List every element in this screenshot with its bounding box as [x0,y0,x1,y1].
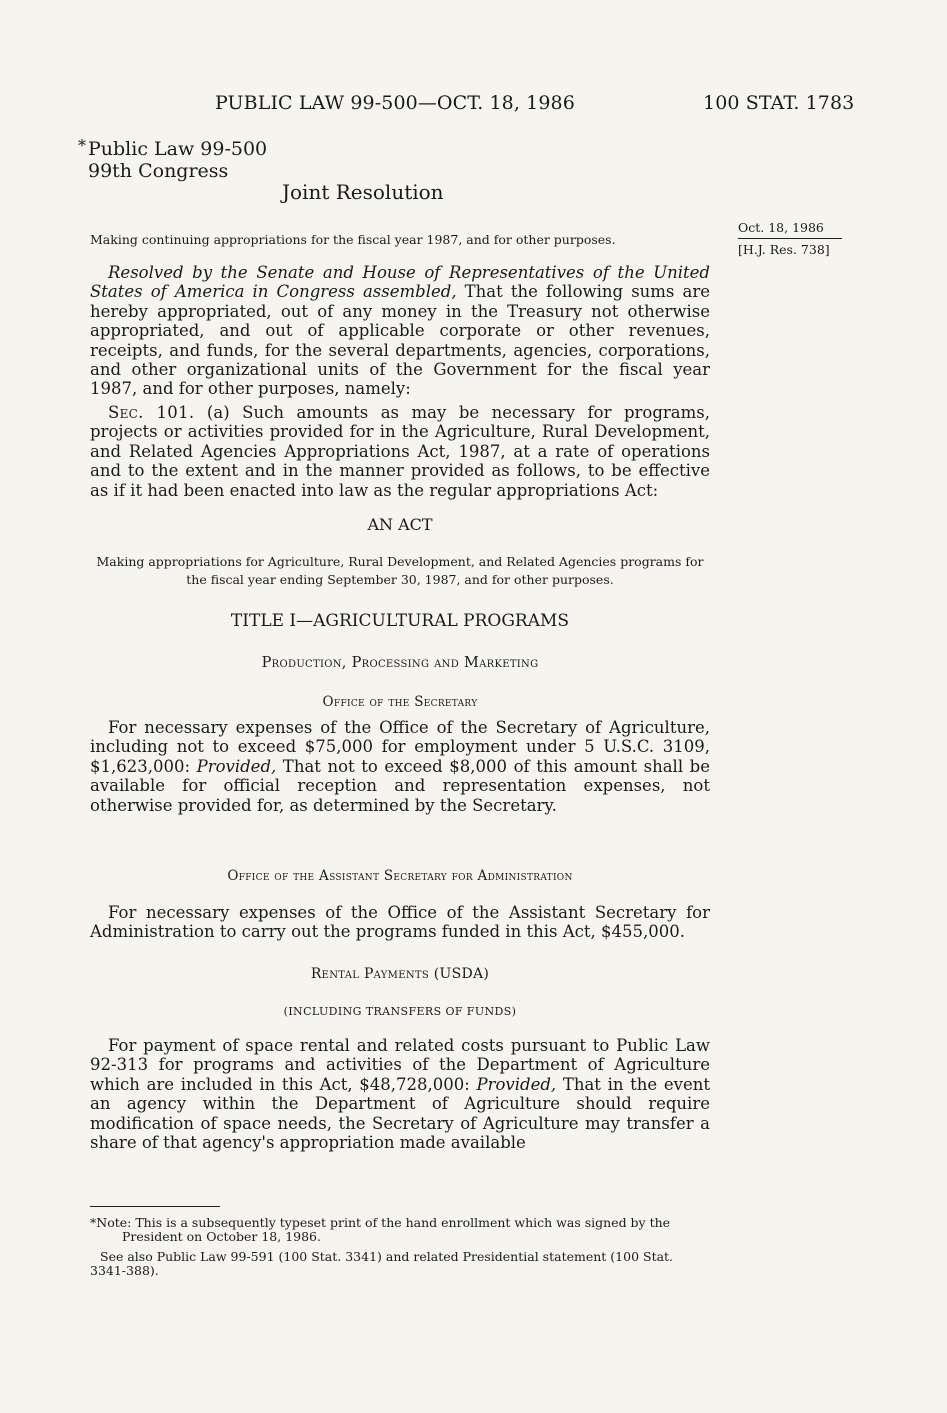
margin-note-rule [738,238,842,239]
rental-payments-heading: Rental Payments (USDA) [310,966,490,982]
an-act-purpose: Making appropriations for Agriculture, Rural Development, and Related Agencies programs for the fiscal year ending September 30, 1987, and for other purposes. [96,554,704,587]
office-secretary-text-b: That not to exceed $8,000 of this amount shall be available for official reception and representation expenses, not otherwise provided for, as determined by the Secretary. [90,756,710,815]
footnote-rule [90,1206,220,1207]
running-header-title: PUBLIC LAW 99-500—OCT. 18, 1986 [215,92,575,114]
assistant-secretary-text: For necessary expenses of the Office of the Assistant Secretary for Administration to carry out the programs funded in this Act, $455,000. [90,903,710,942]
rental-payments-subheading: (INCLUDING TRANSFERS OF FUNDS) [283,1005,517,1018]
resolving-clause [90,263,710,399]
section-101 [90,403,710,500]
rental-payments-provided: Provided, [476,1074,557,1094]
resolution-purpose: Making continuing appropriations for the fiscal year 1987, and for other purposes. [90,232,616,247]
footnote-typeset-print: *Note: This is a subsequently typeset print of the hand enrollment which was signed by the President on October 18, 1986. [90,1215,671,1244]
resolving-clause-text: That the following sums are hereby appropriated, out of any money in the Treasury not otherwise appropriated, and out of applicable corporate or other revenues, receipts, and funds, for the several departments, agencies, corporations, and other organizational units of the Government for the fiscal year 1987, and for other purposes, namely: [90,282,710,399]
footnote-asterisk: * [78,136,86,155]
office-secretary-text-a: For necessary expenses of the Office of the Secretary of Agriculture, including not to exceed $75,000 for employment under 5 U.S.C. 3109, $1,623,000: [90,718,710,776]
margin-note-date: Oct. 18, 1986 [738,220,824,235]
footnote-see-also: See also Public Law 99-591 (100 Stat. 3341) and related Presidential statement (100 Stat. 3341-388). [90,1249,674,1278]
section-101-label: Sec. 101. [108,403,195,422]
running-header-stat-page: 100 STAT. 1783 [703,92,855,114]
office-secretary-provided: Provided, [196,756,277,776]
document-type-heading: Joint Resolution [282,180,444,204]
section-101-text: (a) Such amounts as may be necessary for programs, projects or activities provided for in the Agriculture, Rural Development, and Related Agencies Appropriations Act, 1987, at a rate of operations and to the extent and in the manner provided as follows, to be effective as if it had been enacted into law as the regular appropriations Act: [90,403,710,500]
resolving-clause-italic: Resolved by the Senate and House of Representatives of the United States of America in Congress assembled, [90,263,710,302]
congress-label: 99th Congress [88,160,229,182]
rental-payments-text-a: For payment of space rental and related costs pursuant to Public Law 92-313 for programs and activities of the Department of Agriculture which are included in this Act, $48,728,000: [90,1036,710,1094]
rental-payments-text-b: That in the event an agency within the Department of Agriculture should require modification of space needs, the Secretary of Agriculture may transfer a share of that agency's appropriation made available [90,1074,710,1153]
assistant-secretary-heading: Office of the Assistant Secretary for Administration [227,868,573,884]
title-heading: TITLE I—AGRICULTURAL PROGRAMS [230,611,570,631]
an-act-heading: AN ACT [367,515,433,534]
assistant-secretary-paragraph [90,903,710,942]
office-secretary-heading: Office of the Secretary [322,694,478,710]
office-secretary-paragraph [90,718,710,815]
margin-note-bill-number: [H.J. Res. 738] [738,242,830,257]
public-law-number-text: Public Law 99-500 [88,138,268,160]
public-law-number [78,136,268,161]
production-heading: Production, Processing and Marketing [261,655,539,671]
rental-payments-paragraph [90,1036,710,1152]
